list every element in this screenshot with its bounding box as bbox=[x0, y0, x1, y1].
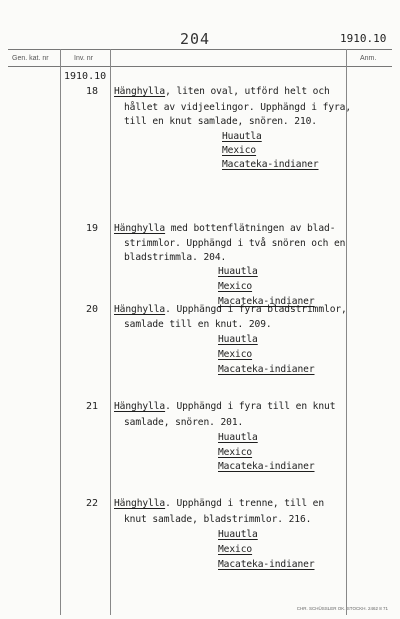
header-top-rule bbox=[8, 49, 392, 50]
entry-line bbox=[114, 498, 324, 509]
entry-number: 19 bbox=[85, 223, 98, 234]
entry-number: 18 bbox=[85, 86, 98, 97]
entry-number: 21 bbox=[85, 401, 98, 412]
place: Huautla bbox=[218, 432, 258, 443]
people: Macateka-indianer bbox=[222, 159, 319, 170]
printer-footer: CHR. SCHÜSSLER OK. STOCKH. 2462 8 71 bbox=[296, 606, 388, 611]
people: Macateka-indianer bbox=[218, 364, 315, 375]
column-header-anm: Anm. bbox=[360, 55, 377, 62]
column-header-gen-kat-nr: Gen. kat. nr bbox=[12, 55, 49, 62]
entry-line: strimmlor. Upphängd i två snören och en bbox=[124, 238, 346, 249]
country: Mexico bbox=[218, 544, 253, 555]
description-text: , liten oval, utförd helt och bbox=[165, 86, 330, 97]
entry-line: samlade till en knut. 209. bbox=[124, 319, 272, 330]
place: Huautla bbox=[218, 334, 258, 345]
column-divider-3 bbox=[346, 49, 347, 615]
entry-number: 20 bbox=[85, 304, 98, 315]
place: Huautla bbox=[222, 131, 262, 142]
object-name: Hänghylla bbox=[114, 86, 166, 97]
description-text: . Upphängd i fyra bladstrimmlor, bbox=[165, 304, 347, 315]
entry-line bbox=[114, 304, 347, 315]
entry-line: knut samlade, bladstrimmlor. 216. bbox=[124, 514, 312, 525]
entry-number: 22 bbox=[85, 498, 98, 509]
country: Mexico bbox=[218, 281, 253, 292]
description-text: . Upphängd i fyra till en knut bbox=[165, 401, 336, 412]
year-entry: 1910.10 bbox=[64, 71, 107, 82]
entry-line bbox=[114, 86, 330, 97]
header-bottom-rule bbox=[8, 66, 392, 67]
page-number: 204 bbox=[180, 30, 211, 48]
people: Macateka-indianer bbox=[218, 461, 315, 472]
column-divider-2 bbox=[110, 49, 111, 615]
object-name: Hänghylla bbox=[114, 498, 166, 509]
entry-line bbox=[114, 223, 335, 234]
object-name: Hänghylla bbox=[114, 304, 166, 315]
entry-line: samlade, snören. 201. bbox=[124, 417, 244, 428]
entry-line: hållet av vidjeelingor. Upphängd i fyra, bbox=[124, 102, 352, 113]
place: Huautla bbox=[218, 529, 258, 540]
object-name: Hänghylla bbox=[114, 401, 166, 412]
description-text: med bottenflätningen av blad- bbox=[165, 223, 336, 234]
entry-line: till en knut samlade, snören. 210. bbox=[124, 116, 317, 127]
place: Huautla bbox=[218, 266, 258, 277]
people: Macateka-indianer bbox=[218, 559, 315, 570]
entry-line bbox=[114, 401, 335, 412]
entry-line: bladstrimmla. 204. bbox=[124, 252, 227, 263]
people: Macateka-indianer bbox=[218, 296, 315, 307]
country: Mexico bbox=[222, 145, 257, 156]
header-year: 1910.10 bbox=[340, 32, 387, 45]
country: Mexico bbox=[218, 349, 253, 360]
object-name: Hänghylla bbox=[114, 223, 166, 234]
column-header-inv-nr: Inv. nr bbox=[74, 55, 93, 62]
column-divider-1 bbox=[60, 49, 61, 615]
description-text: . Upphängd i trenne, till en bbox=[165, 498, 325, 509]
country: Mexico bbox=[218, 447, 253, 458]
